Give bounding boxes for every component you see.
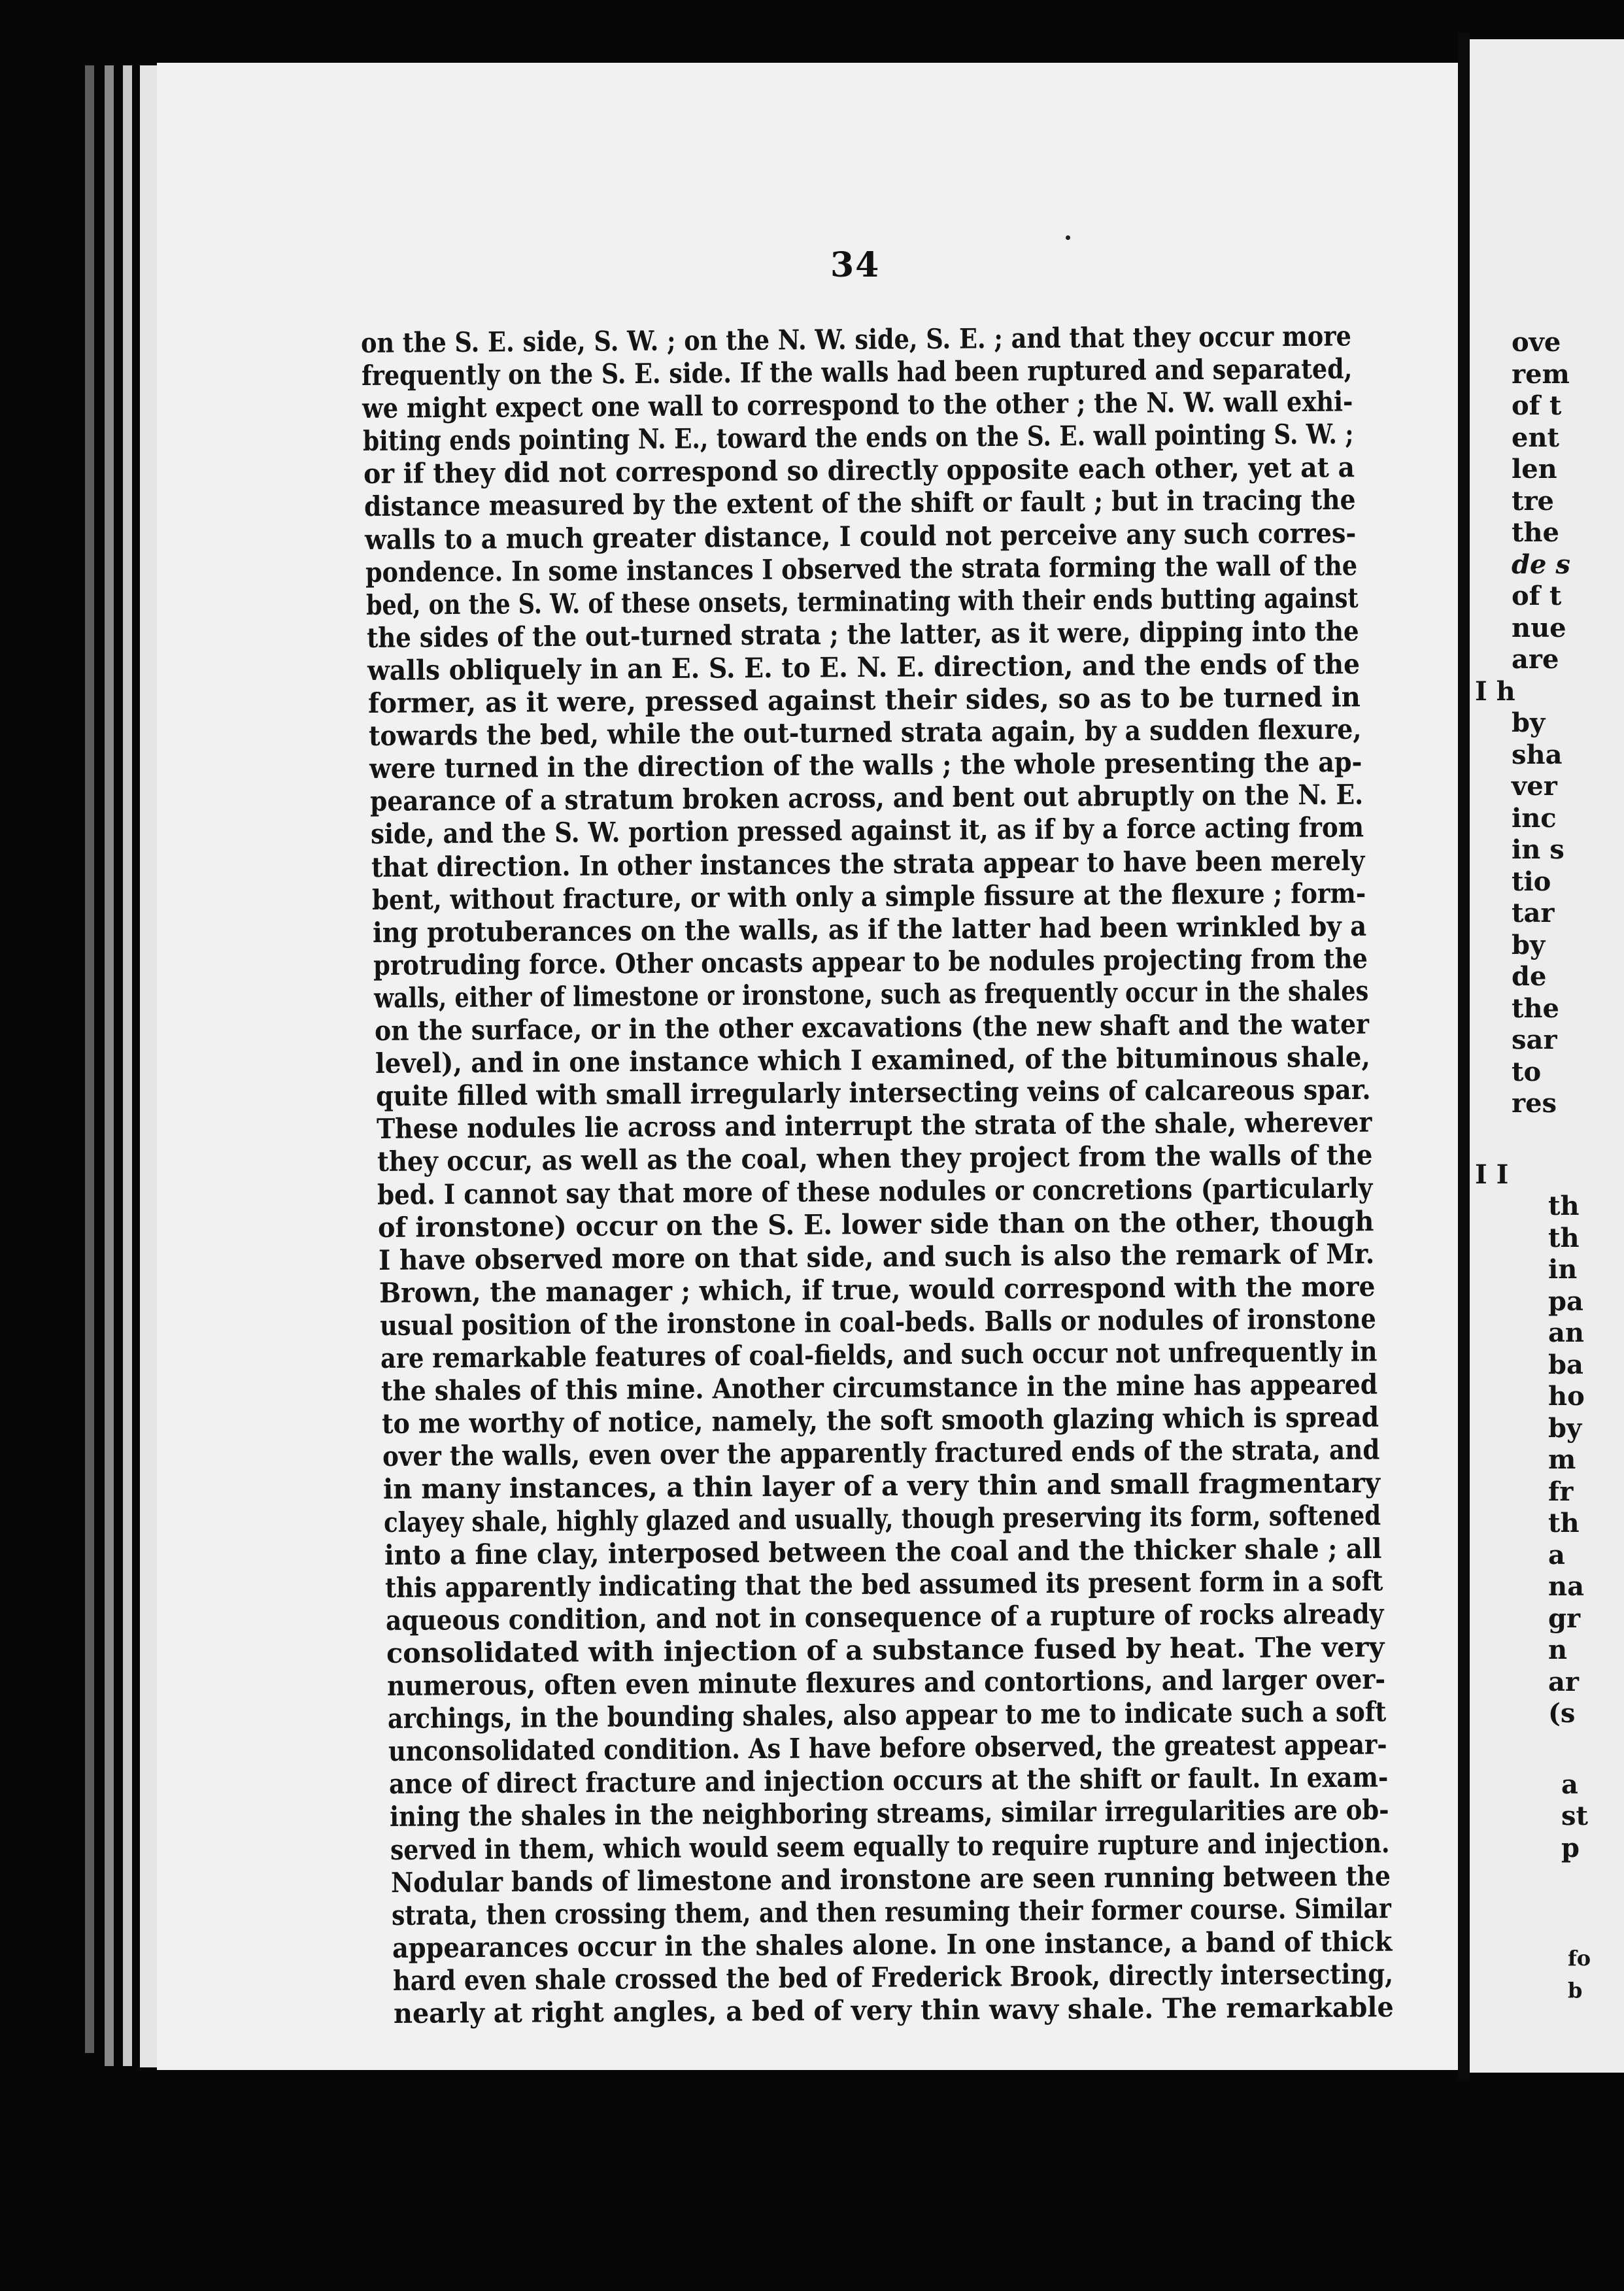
right-page-fragment: gr [1548, 1603, 1581, 1634]
text-line: the shales of this mine. Another circumstance in the mine has appeared [381, 1368, 1378, 1408]
book-gutter [1458, 33, 1470, 2079]
text-line: protruding force. Other oncasts appear to be nodules projecting from the [373, 942, 1368, 981]
right-page-fragment: an [1548, 1317, 1584, 1348]
text-line: bed, on the S. W. of these onsets, terminating with their ends butting against [365, 581, 1359, 621]
right-page-fragment: n [1548, 1635, 1568, 1665]
text-line: usual position of the ironstone in coal-beds. Balls or nodules of ironstone [380, 1302, 1377, 1342]
right-page-fragment: na [1548, 1571, 1584, 1602]
text-line: appearances occur in the shales alone. In one instance, a band of thick [392, 1925, 1393, 1964]
text-line: Brown, the manager ; which, if true, would correspond with the more [379, 1270, 1376, 1309]
right-page-fragment: th [1548, 1222, 1580, 1253]
right-page-fragment: to [1512, 1056, 1542, 1087]
right-page-fragment: I I [1475, 1159, 1509, 1190]
text-line: These nodules lie across and interrupt the strata of the shale, wherever [376, 1106, 1372, 1146]
page-number: 34 [830, 245, 881, 285]
text-line: unconsolidated condition. As I have before observed, the greatest appear- [388, 1728, 1387, 1768]
text-line: were turned in the direction of the walls ; the whole presenting the ap- [369, 746, 1362, 785]
text-line: walls to a much greater distance, I could not perceive any such corres- [364, 517, 1357, 556]
text-line: ining the shales in the neighboring streams, similar irregularities are ob- [389, 1793, 1389, 1833]
right-page-fragment: a [1548, 1539, 1565, 1570]
text-line: served in them, which would seem equally to require rupture and injection. [390, 1826, 1390, 1866]
text-line: level), and in one instance which I examined, of the bituminous shale, [375, 1041, 1370, 1080]
right-page-fragment: m [1548, 1444, 1576, 1475]
text-line: strata, then crossing them, and then resuming their former course. Similar [391, 1892, 1391, 1931]
text-line: are remarkable features of coal-fields, and such occur not unfrequently in [381, 1335, 1378, 1375]
text-line: former, as it were, pressed against their sides, so as to be turned in [367, 681, 1361, 720]
page-edge-strip [140, 65, 157, 2067]
text-line: of ironstone) occur on the S. E. lower side than on the other, though [378, 1204, 1375, 1244]
right-page-fragment: st [1561, 1801, 1588, 1831]
right-page-fragment: nue [1512, 612, 1566, 643]
ink-speck [1066, 235, 1070, 240]
right-page-fragment: tio [1512, 866, 1551, 897]
text-line: to me worthy of notice, namely, the soft smooth glazing which is spread [382, 1400, 1379, 1440]
text-line: into a fine clay, interposed between the coal and the thicker shale ; all [384, 1532, 1382, 1571]
right-page-fragment: ent [1512, 422, 1560, 453]
text-line: distance measured by the extent of the shift or fault ; but in tracing the [364, 484, 1356, 523]
right-page-fragment: rem [1512, 358, 1570, 390]
right-page-fragment: a [1561, 1769, 1578, 1800]
right-page-fragment: in s [1512, 834, 1565, 865]
text-line: walls obliquely in an E. S. E. to E. N. E. direction, and the ends of the [367, 648, 1360, 687]
text-line: aqueous condition, and not in consequence of a rupture of rocks already [386, 1597, 1384, 1637]
text-line: the sides of the out-turned strata ; the latter, as it were, dipping into the [366, 615, 1359, 654]
right-page-fragment: by [1548, 1412, 1582, 1444]
text-line: on the S. E. side, S. W. ; on the N. W. side, S. E. ; and that they occur more [360, 320, 1351, 359]
page-edge-strip [85, 65, 94, 2053]
right-page-fragment: are [1512, 644, 1559, 675]
text-line: in many instances, a thin layer of a very thin and small fragmentary [383, 1467, 1381, 1506]
right-page-fragment: pa [1548, 1285, 1583, 1317]
right-page-fragment: fr [1548, 1476, 1574, 1507]
right-page-fragment: fo [1568, 1946, 1591, 1971]
right-page-fragment: (s [1548, 1698, 1576, 1729]
right-page-fragment: tre [1512, 485, 1554, 517]
right-page-fragment: I h [1475, 675, 1515, 707]
text-line: ance of direct fracture and injection occurs at the shift or fault. In exam- [388, 1761, 1389, 1801]
page-edge-strip [123, 65, 132, 2066]
right-page-fragment: ver [1512, 771, 1557, 802]
text-line: bent, without fracture, or with only a simple fissure at the flexure ; form- [371, 877, 1366, 916]
text-line: walls, either of limestone or ironstone, such as frequently occur in the shales [373, 974, 1368, 1014]
text-line: they occur, as well as the coal, when they project from the walls of the [377, 1139, 1373, 1178]
text-line: towards the bed, while the out-turned strata again, by a sudden flexure, [368, 713, 1362, 753]
page-edge-strip [105, 65, 114, 2066]
text-line: this apparently indicating that the bed assumed its present form in a soft [385, 1565, 1383, 1604]
text-line: consolidated with injection of a substance fused by heat. The very [386, 1631, 1385, 1669]
text-line: ing protuberances on the walls, as if the latter had been wrinkled by a [372, 909, 1366, 949]
right-page-fragment: sar [1512, 1025, 1557, 1055]
text-line: Nodular bands of limestone and ironstone are seen running between the [390, 1859, 1391, 1899]
right-page-fragment: ba [1548, 1349, 1583, 1380]
text-line: biting ends pointing N. E., toward the ends on the S. E. wall pointing S. W. ; [362, 418, 1354, 458]
right-page-fragment: sha [1512, 739, 1563, 770]
right-page-fragment: de [1512, 961, 1547, 992]
right-page-fragment: p [1561, 1832, 1580, 1863]
right-page-fragment: by [1512, 929, 1546, 960]
right-page-fragment: ove [1512, 327, 1561, 358]
text-line: pearance of a stratum broken across, and bent out abruptly on the N. E. [369, 778, 1363, 818]
text-line: over the walls, even over the apparently fractured ends of the strata, and [382, 1433, 1380, 1473]
text-line: I have observed more on that side, and such is also the remark of Mr. [379, 1237, 1375, 1276]
text-line: clayey shale, highly glazed and usually, though preserving its form, softened [384, 1499, 1381, 1538]
right-page-fragment: ar [1548, 1666, 1579, 1697]
right-page-fragment: b [1568, 1977, 1583, 2003]
right-page-fragment: tar [1512, 898, 1555, 928]
text-line: side, and the S. W. portion pressed against it, as if by a force acting from [370, 811, 1364, 851]
right-page-fragment: the [1512, 517, 1560, 548]
text-line: pondence. In some instances I observed the strata forming the wall of the [365, 549, 1358, 588]
right-page-fragment: th [1548, 1191, 1580, 1221]
right-page-fragment: of t [1512, 390, 1562, 421]
text-line: quite filled with small irregularly intersecting veins of calcareous spar. [375, 1074, 1371, 1113]
text-line: on the surface, or in the other excavations (the new shaft and the water [374, 1008, 1369, 1047]
text-line: or if they did not correspond so directly opposite each other, yet at a [363, 451, 1355, 490]
text-line: archings, in the bounding shales, also appear to me to indicate such a soft [388, 1695, 1387, 1735]
right-page-fragment: by [1512, 707, 1546, 738]
right-page-fragment: of t [1512, 581, 1562, 611]
text-line: frequently on the S. E. side. If the walls had been ruptured and separated, [361, 352, 1353, 392]
right-page-fragment: res [1512, 1088, 1557, 1119]
right-page [1470, 39, 1624, 2073]
right-page-fragment: the [1512, 993, 1560, 1024]
text-line: bed. I cannot say that more of these nodules or concretions (particularly [377, 1172, 1373, 1211]
text-line: nearly at right angles, a bed of very thin wavy shale. The remarkable [393, 1991, 1394, 2029]
right-page-fragment: len [1512, 454, 1557, 484]
right-page-fragment: inc [1512, 802, 1557, 834]
text-line: numerous, often even minute flexures and contortions, and larger over- [387, 1663, 1386, 1703]
text-line: hard even shale crossed the bed of Frederick Brook, directly intersecting, [392, 1958, 1394, 1997]
right-page-fragment: ho [1548, 1381, 1585, 1412]
right-page-fragment: in [1548, 1254, 1578, 1285]
text-line: that direction. In other instances the strata appear to have been merely [371, 844, 1365, 883]
right-page-fragment: th [1548, 1508, 1580, 1538]
text-line: we might expect one wall to correspond to the other ; the N. W. wall exhi- [362, 385, 1353, 425]
right-page-fragment: de s [1512, 549, 1570, 580]
